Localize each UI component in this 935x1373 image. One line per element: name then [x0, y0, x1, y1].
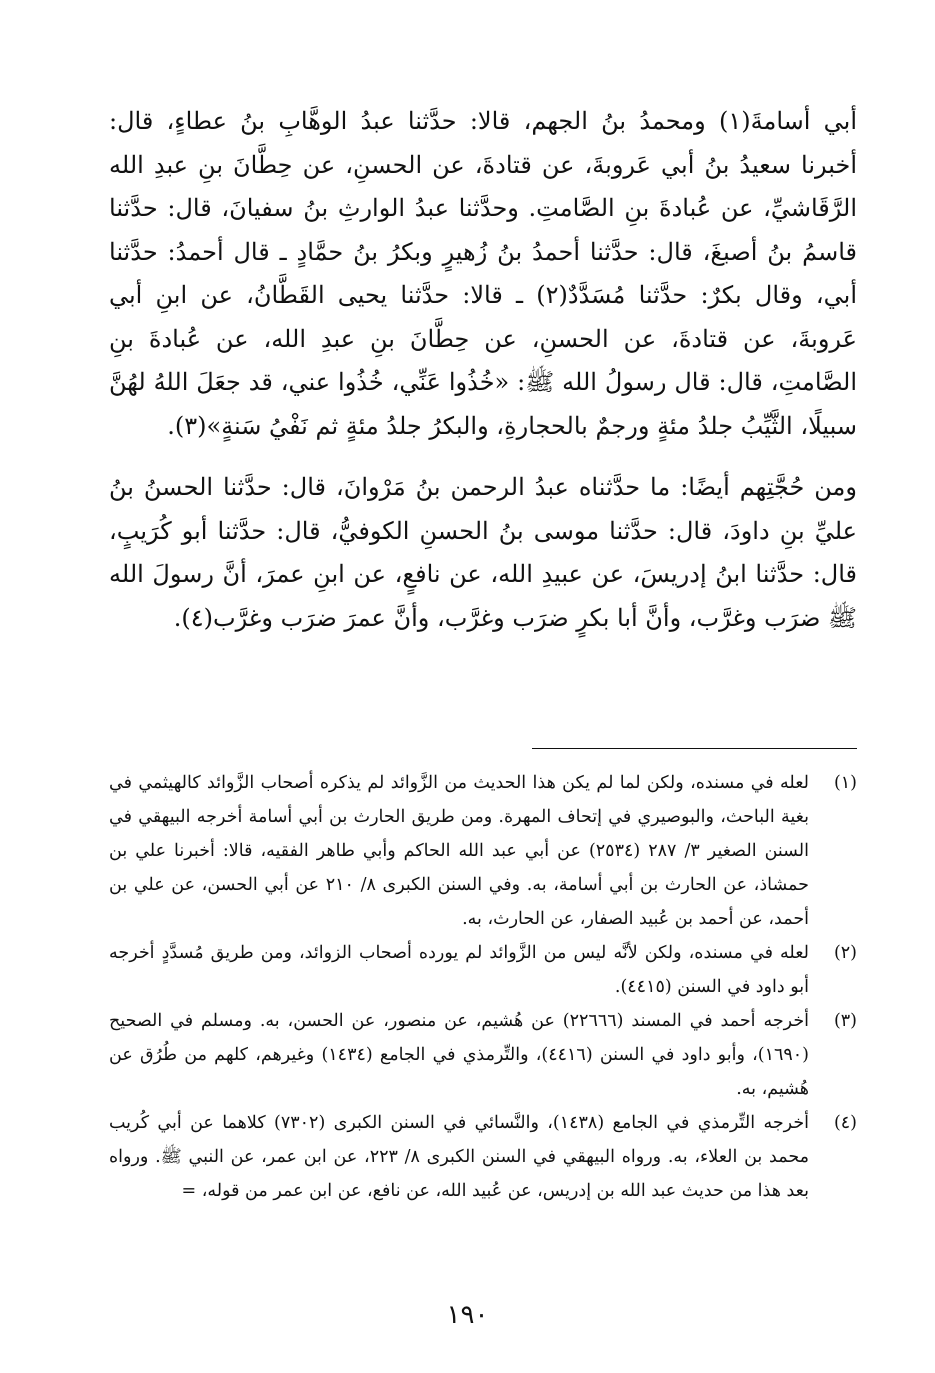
- footnote-text: لعله في مسنده، ولكن لأنَّه ليس من الزَّوائد لم يورده أصحاب الزوائد، ومن طريق مُسدَّدٍ أخرجه أبو داود في السنن (٤٤١٥).: [109, 943, 809, 997]
- footnote-text: أخرجه التِّرمذي في الجامع (١٤٣٨)، والنَّسائي في السنن الكبرى (٧٣٠٢) كلاهما عن أبي كُريب محمد بن العلاء، به. ورواه البيهقي في السنن الكبرى ٨/ ٢٢٣، عن ابن عمر، عن النبي ﷺ. ورواه بعد هذا من حديث عبد الله بن إدريس، عن عُبيد الله، عن نافع، عن ابن عمر من قوله، =: [109, 1113, 809, 1201]
- paragraph: أبي أسامةَ(١) ومحمدُ بنُ الجهم، قالا: حدَّثنا عبدُ الوهَّابِ بنُ عطاءٍ، قال: أخبرنا سعيدُ بنُ أبي عَروبةَ، عن قتادةَ، عن الحسنِ، عن حِطَّانَ بنِ عبدِ الله الرَّقَاشيِّ، عن عُبادةَ بنِ الصَّامتِ. وحدَّثنا عبدُ الوارثِ بنُ سفيانَ، قال: حدَّثنا قاسمُ بنُ أصبغَ، قال: حدَّثنا أحمدُ بنُ زُهيرٍ وبكرُ بنُ حمَّادٍ ـ قال أحمدُ: حدَّثنا أبي، وقال بكرٌ: حدَّثنا مُسَدَّدٌ(٢) ـ قالا: حدَّثنا يحيى القَطَّانُ، عن ابنِ أبي عَروبةَ، عن قتادةَ، عن الحسنِ، عن حِطَّانَ بنِ عبدِ الله، عن عُبادةَ بنِ الصَّامتِ، قال: قال رسولُ الله ﷺ: «خُذُوا عَنِّي، خُذُوا عني، قد جعَلَ اللهُ لهُنَّ سبيلًا، الثَّيِّبُ جلدُ مئةٍ ورجمٌ بالحجارةِ، والبكرُ جلدُ مئةٍ ثم نَفْيُ سَنةٍ»(٣).: [109, 107, 858, 440]
- footnote-number: (٣): [833, 1011, 857, 1031]
- footnote: [109, 1004, 857, 1106]
- main-text: [109, 100, 857, 640]
- footnote-text: أخرجه أحمد في المسند (٢٢٦٦٦) عن هُشيم، عن منصور، عن الحسن، به. ومسلم في الصحيح (١٦٩٠)، وأبو داود في السنن (٤٤١٦)، والتِّرمذي في الجامع (١٤٣٤) وغيرهم، كلهم من طُرُق عن هُشيم، به.: [109, 1011, 809, 1099]
- footnotes: [109, 766, 857, 1208]
- footnote-text: لعله في مسنده، ولكن لما لم يكن هذا الحديث من الزَّوائد لم يذكره أصحاب الزَّوائد كالهيثمي في بغية الباحث، والبوصيري في إتحاف المهرة. ومن طريق الحارث بن أبي أسامة أخرجه البيهقي في السنن الصغير ٣/ ٢٨٧ (٢٥٣٤) عن أبي عبد الله الحاكم وأبي طاهر الفقيه، قالا: أخبرنا علي بن حمشاذ، عن الحارث بن أبي أسامة، به. وفي السنن الكبرى ٨/ ٢١٠ عن أبي الحسن، عن علي بن أحمد، عن أحمد بن عُبيد الصفار، عن الحارث، به.: [109, 773, 809, 929]
- footnote: [109, 1106, 857, 1208]
- footnote: [109, 936, 857, 1004]
- footnote-number: (١): [833, 773, 857, 793]
- footnote: [109, 766, 857, 936]
- footnote-number: (٢): [833, 943, 857, 963]
- footnote-divider: [532, 748, 857, 749]
- page-number: ١٩٠: [446, 1300, 489, 1330]
- paragraph: ومن حُجَّتِهم أيضًا: ما حدَّثناه عبدُ الرحمن بنُ مَرْوانَ، قال: حدَّثنا الحسنُ بنُ عليِّ بنِ داودَ، قال: حدَّثنا موسى بنُ الحسنِ الكوفيُّ، قال: حدَّثنا أبو كُرَيبٍ، قال: حدَّثنا ابنُ إدريسَ، عن عبيدِ الله، عن نافعٍ، عن ابنِ عمرَ، أنَّ رسولَ الله ﷺ ضرَب وغرَّب، وأنَّ أبا بكرٍ ضرَب وغرَّب، وأنَّ عمرَ ضرَب وغرَّب(٤).: [109, 473, 857, 632]
- footnote-number: (٤): [833, 1113, 857, 1133]
